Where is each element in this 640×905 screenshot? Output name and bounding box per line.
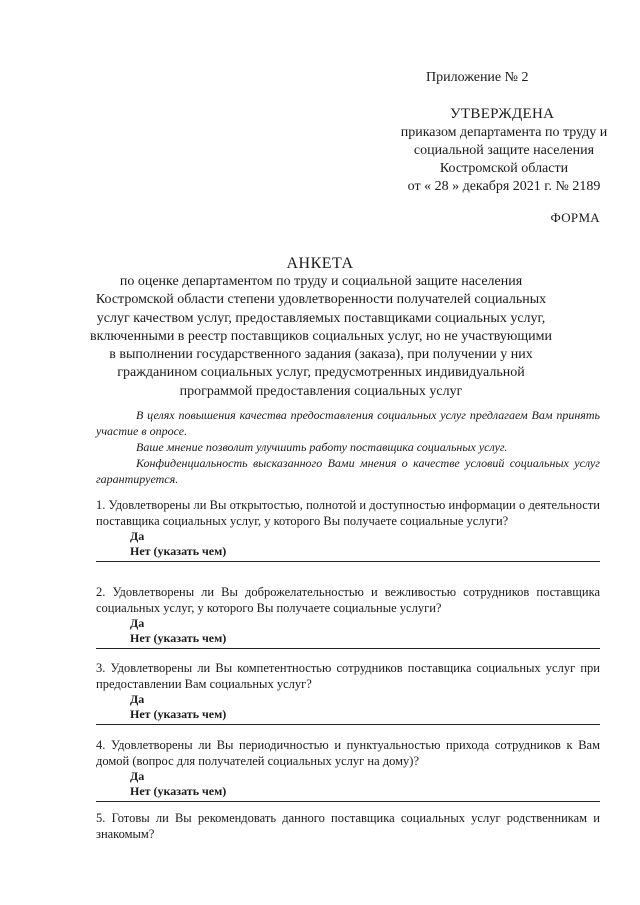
answer-option-no[interactable]: Нет (указать чем) <box>130 544 227 558</box>
answer-option-yes[interactable]: Да <box>130 692 145 706</box>
document-subtitle: по оценке департаментом по труду и социальной защите населения Костромской области степени удовлетворенности получателей социальных услуг качеством услуг, предоставляемых поставщиками социальных услуг, включенными в реестр поставщиков социальных услуг, но не участвующими в выполнении государственного задания (заказа), при получении у них гражданином социальных услуг, предусмотренных индивидуальной программой предоставления социальных услуг <box>89 274 553 399</box>
form-mark: ФОРМА <box>550 210 600 225</box>
question-text: 2. Удовлетворены ли Вы доброжелательностью и вежливостью сотрудников поставщика социальных услуг, у которого Вы получаете социальные услуги? <box>96 585 600 615</box>
approval-stamp-title: УТВЕРЖДЕНА <box>450 106 555 122</box>
intro-paragraph: Конфиденциальность высказанного Вами мнения о качестве условий социальных услуг гарантируется. <box>96 456 600 486</box>
intro-block <box>96 407 600 487</box>
answer-option-no[interactable]: Нет (указать чем) <box>130 784 227 798</box>
intro-paragraph: В целях повышения качества предоставления социальных услуг предлагаем Вам принять участие в опросе. <box>96 408 600 438</box>
approval-line: приказом департамента по труду и <box>400 125 608 140</box>
answer-line[interactable] <box>96 724 600 725</box>
answer-option-yes[interactable]: Да <box>130 769 145 783</box>
answer-line[interactable] <box>96 648 600 649</box>
approval-line: социальной защите населения <box>413 143 595 158</box>
answer-option-no[interactable]: Нет (указать чем) <box>130 707 227 721</box>
answer-option-yes[interactable]: Да <box>130 616 145 630</box>
question-text: 1. Удовлетворены ли Вы открытостью, полнотой и доступностью информации о деятельности поставщика социальных услуг, у которого Вы получаете социальные услуги? <box>96 498 600 528</box>
approval-line: Костромской области <box>439 161 569 176</box>
document-title: АНКЕТА <box>286 255 354 272</box>
question-4 <box>96 737 600 802</box>
answer-option-no[interactable]: Нет (указать чем) <box>130 631 227 645</box>
approval-date-line: от « 28 » декабря 2021 г. № 2189 <box>407 179 601 194</box>
answer-line[interactable] <box>96 561 600 562</box>
question-text: 3. Удовлетворены ли Вы компетентностью сотрудников поставщика социальных услуг при предоставлении Вам социальных услуг? <box>96 661 600 691</box>
question-2 <box>96 584 600 649</box>
approval-order-block <box>384 124 624 196</box>
answer-line[interactable] <box>96 801 600 802</box>
appendix-number: Приложение № 2 <box>426 70 529 85</box>
question-3 <box>96 660 600 725</box>
question-text: 4. Удовлетворены ли Вы периодичностью и пунктуальностью прихода сотрудников к Вам домой (вопрос для получателей социальных услуг на дому)? <box>96 738 600 768</box>
intro-paragraph: Ваше мнение позволит улучшить работу поставщика социальных услуг. <box>136 440 508 454</box>
question-1 <box>96 497 600 562</box>
answer-option-yes[interactable]: Да <box>130 529 145 543</box>
question-5 <box>96 810 600 842</box>
question-text: 5. Готовы ли Вы рекомендовать данного поставщика социальных услуг родственникам и знакомым? <box>96 811 600 841</box>
